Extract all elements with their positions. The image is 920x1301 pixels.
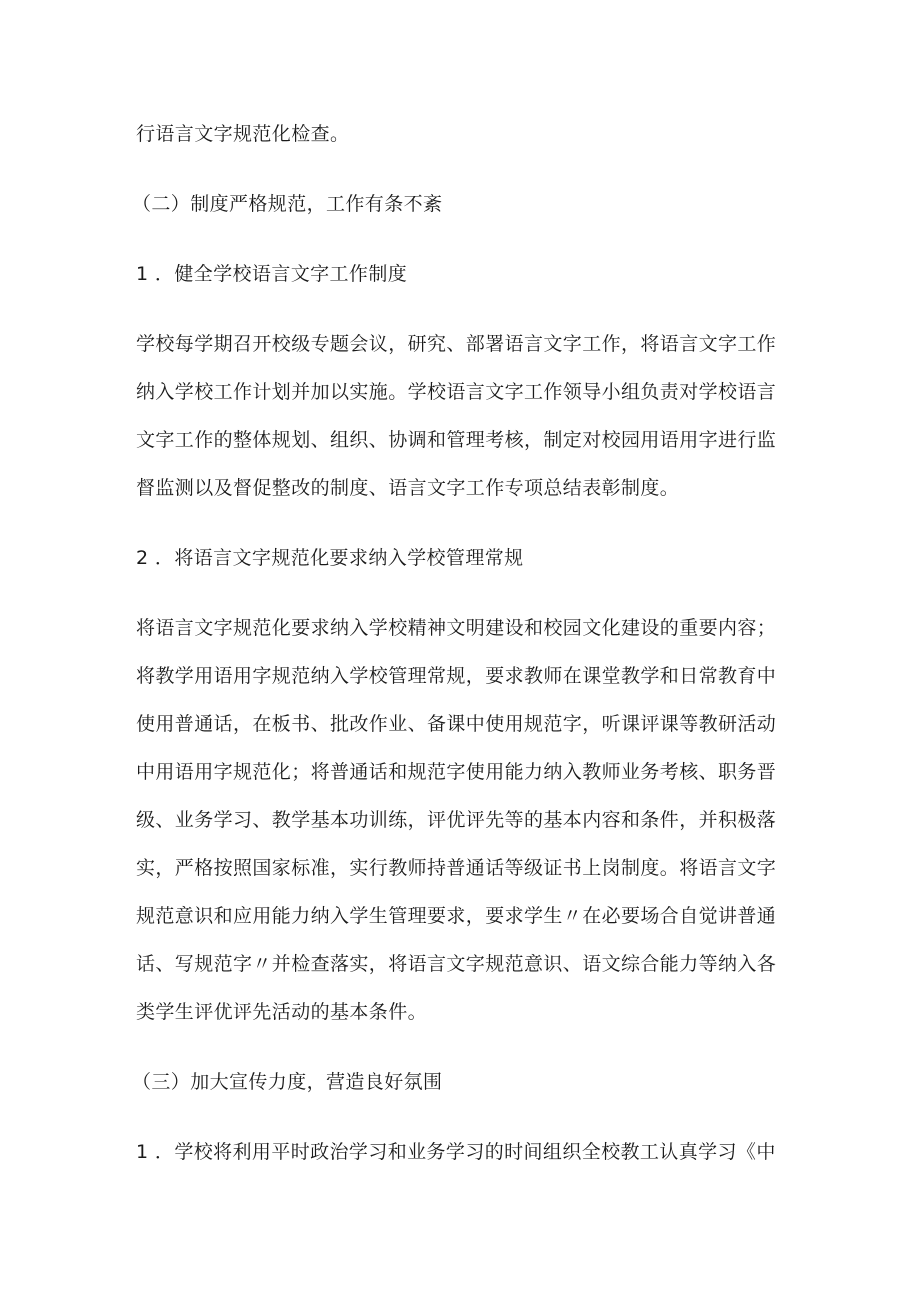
section-heading: （三）加大宣传力度，营造良好氛围 xyxy=(132,1071,443,1093)
paragraph-line: 类学生评优评先活动的基本条件。 xyxy=(136,1001,428,1023)
subheading: 2 ．将语言文字规范化要求纳入学校管理常规 xyxy=(136,547,524,569)
paragraph-line: 文字工作的整体规划、组织、协调和管理考核，制定对校园用语用字进行监 xyxy=(136,429,777,451)
section-heading: （二）制度严格规范，工作有条不紊 xyxy=(132,193,443,215)
paragraph-line: 话、写规范字〃并检查落实，将语言文字规范意识、语文综合能力等纳入各 xyxy=(136,953,777,975)
paragraph-line: 督监测以及督促整改的制度、语言文字工作专项总结表彰制度。 xyxy=(136,477,680,499)
paragraph-line: 行语言文字规范化检查。 xyxy=(136,123,350,145)
paragraph-line: 实，严格按照国家标准，实行教师持普通话等级证书上岗制度。将语言文字 xyxy=(136,857,777,879)
subheading: 1 ．健全学校语言文字工作制度 xyxy=(136,263,408,285)
paragraph-line: 将教学用语用字规范纳入学校管理常规，要求教师在课堂教学和日常教育中 xyxy=(136,665,777,687)
paragraph-line: 将语言文字规范化要求纳入学校精神文明建设和校园文化建设的重要内容； xyxy=(136,617,777,639)
paragraph-line: 纳入学校工作计划并加以实施。学校语言文字工作领导小组负责对学校语言 xyxy=(136,381,777,403)
subheading: 1 ．学校将利用平时政治学习和业务学习的时间组织全校教工认真学习《中 xyxy=(136,1141,776,1163)
paragraph-line: 级、业务学习、教学基本功训练，评优评先等的基本内容和条件，并积极落 xyxy=(136,809,777,831)
paragraph-line: 使用普通话，在板书、批改作业、备课中使用规范字，听课评课等教研活动 xyxy=(136,713,777,735)
paragraph-line: 中用语用字规范化；将普通话和规范字使用能力纳入教师业务考核、职务晋 xyxy=(136,761,777,783)
paragraph-line: 规范意识和应用能力纳入学生管理要求，要求学生〃在必要场合自觉讲普通 xyxy=(136,905,777,927)
paragraph-line: 学校每学期召开校级专题会议，研究、部署语言文字工作，将语言文字工作 xyxy=(136,333,777,355)
